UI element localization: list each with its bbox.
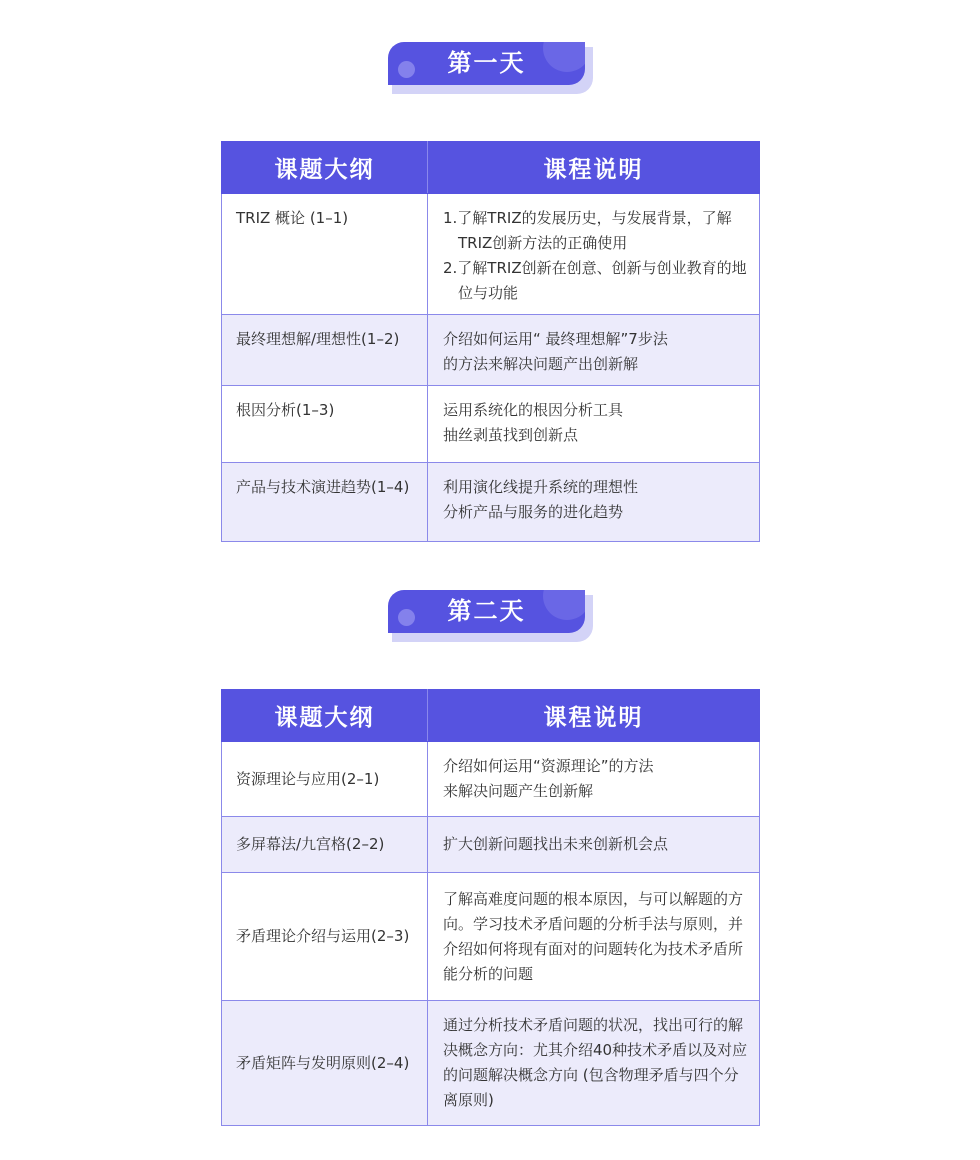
description-line: 介绍如何运用“资源理论”的方法 — [443, 757, 654, 775]
badge-background — [388, 590, 585, 633]
table-row — [222, 817, 760, 873]
description-line: 运用系统化的根因分析工具 — [443, 401, 624, 419]
topic-cell: 资源理论与应用(2–1) — [222, 742, 428, 817]
description-cell — [428, 315, 760, 386]
description-cell — [428, 194, 760, 315]
description-line: 来解决问题产生创新解 — [443, 782, 594, 800]
topic-cell: 根因分析(1–3) — [222, 386, 428, 463]
column-header-description: 课程说明 — [428, 142, 760, 194]
table-header-row — [222, 142, 760, 194]
description-cell — [428, 817, 760, 873]
description-line: 介绍如何运用“ 最终理想解”7步法 — [443, 330, 668, 348]
description-paragraph: 通过分析技术矛盾问题的状况，找出可行的解决概念方向：尤其介绍40种技术矛盾以及对应的问题解决概念方向 (包含物理矛盾与四个分离原则) — [443, 1016, 748, 1109]
column-header-topic: 课题大纲 — [222, 690, 428, 742]
badge-background — [388, 42, 585, 85]
table-row — [222, 315, 760, 386]
description-line: 抽丝剥茧找到创新点 — [443, 426, 579, 444]
description-line: 分析产品与服务的进化趋势 — [443, 503, 624, 521]
table-row — [222, 873, 760, 1001]
description-line: 2.了解TRIZ创新在创意、创新与创业教育的地位与功能 — [443, 259, 747, 302]
description-cell — [428, 1001, 760, 1126]
column-header-topic: 课题大纲 — [222, 142, 428, 194]
topic-cell: 多屏幕法/九宫格(2–2) — [222, 817, 428, 873]
topic-cell: TRIZ 概论 (1–1) — [222, 194, 428, 315]
day-2-syllabus-table — [221, 689, 760, 1126]
day-1-title: 第一天 — [447, 49, 526, 77]
table-row — [222, 386, 760, 463]
description-paragraph: 了解高难度问题的根本原因，与可以解题的方向。学习技术矛盾问题的分析手法与原则，并介绍如何将现有面对的问题转化为技术矛盾所能分析的问题 — [443, 889, 744, 983]
topic-cell: 最终理想解/理想性(1–2) — [222, 315, 428, 386]
description-cell — [428, 386, 760, 463]
column-header-description: 课程说明 — [428, 690, 760, 742]
table-row — [222, 463, 760, 542]
description-cell — [428, 742, 760, 817]
topic-cell: 矛盾理论介绍与运用(2–3) — [222, 873, 428, 1001]
day-2-badge — [388, 590, 593, 642]
description-line: 利用演化线提升系统的理想性 — [443, 478, 639, 496]
table-row — [222, 742, 760, 817]
table-header-row — [222, 690, 760, 742]
day-2-title: 第二天 — [447, 597, 526, 625]
description-cell — [428, 463, 760, 542]
description-line: 扩大创新问题找出未来创新机会点 — [443, 835, 669, 853]
table-row — [222, 1001, 760, 1126]
topic-cell: 产品与技术演进趋势(1–4) — [222, 463, 428, 542]
topic-cell: 矛盾矩阵与发明原则(2–4) — [222, 1001, 428, 1126]
description-cell — [428, 873, 760, 1001]
description-line: 的方法来解决问题产出创新解 — [443, 355, 639, 373]
day-1-badge — [388, 42, 593, 94]
day-1-syllabus-table — [221, 141, 760, 542]
description-line: 1.了解TRIZ的发展历史，与发展背景，了解TRIZ创新方法的正确使用 — [443, 209, 732, 252]
table-row — [222, 194, 760, 315]
